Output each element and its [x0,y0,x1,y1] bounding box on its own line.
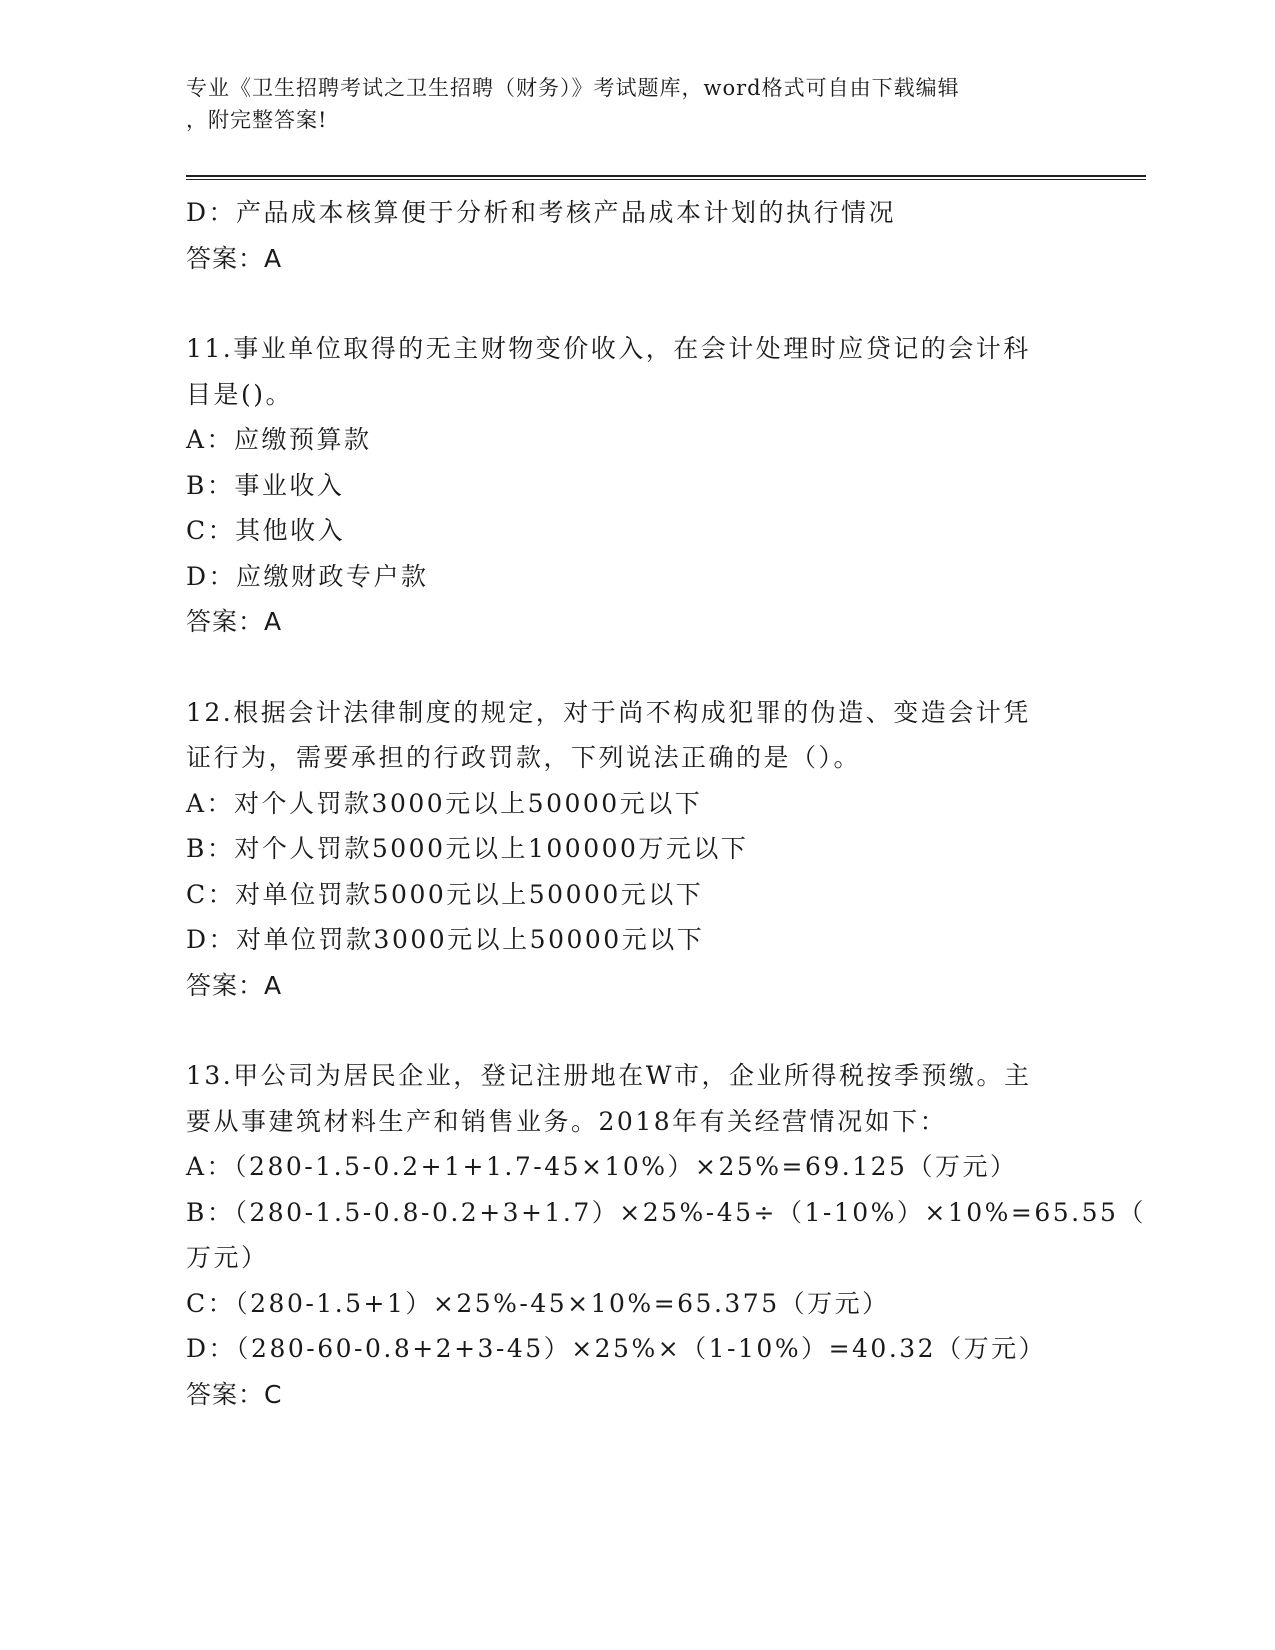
question-stem: 13.甲公司为居民企业，登记注册地在W市，企业所得税按季预缴。主 [186,1061,1032,1090]
question-stem: 目是()。 [186,379,294,409]
option-d: D：（280-60-0.8+2+3-45）×25%×（1-10%）=40.32（万元） [186,1334,1047,1363]
question-13 [186,1053,1146,1417]
question-12 [186,690,1086,1009]
option-d: D：应缴财政专户款 [186,561,429,591]
answer-line: 答案：A [186,970,283,1000]
previous-question-tail [186,190,1086,281]
document-body [186,190,1146,1417]
question-stem: 12.根据会计法律制度的规定，对于尚不构成犯罪的伪造、变造会计凭 [186,697,1031,727]
question-stem: 要从事建筑材料生产和销售业务。2018年有关经营情况如下： [186,1106,948,1136]
answer-line: 答案：A [186,607,283,636]
option-a: A：（280-1.5-0.2+1+1.7-45×10%）×25%=69.125（万元） [186,1152,1018,1181]
option-a: A：应缴预算款 [186,425,372,454]
page-header: 专业《卫生招聘考试之卫生招聘（财务）》考试题库，word格式可自由下载编辑 ，附完整答案! [186,76,960,132]
option-b: B：事业收入 [186,470,345,500]
option-b: B：对个人罚款5000元以上100000万元以下 [186,834,749,863]
answer-line: 答案：A [186,243,283,273]
question-11 [186,326,1086,645]
question-stem: 11.事业单位取得的无主财物变价收入，在会计处理时应贷记的会计科 [186,334,1031,363]
option-b: B：（280-1.5-0.8-0.2+3+1.7）×25%-45÷（1-10%）×10%=65.55（ [186,1197,1146,1227]
option-c: C：对单位罚款5000元以上50000元以下 [186,879,704,909]
header-divider [186,175,1146,180]
option-b-continued: 万元） [186,1243,269,1272]
option-d: D：对单位罚款3000元以上50000元以下 [186,925,705,954]
option-a: A：对个人罚款3000元以上50000元以下 [186,788,703,818]
option-d: D：产品成本核算便于分析和考核产品成本计划的执行情况 [186,198,897,227]
option-c: C：其他收入 [186,516,346,545]
question-stem: 证行为，需要承担的行政罚款，下列说法正确的是（）。 [186,743,862,772]
option-c: C：（280-1.5+1）×25%-45×10%=65.375（万元） [186,1288,890,1318]
answer-line: 答案：C [186,1379,283,1409]
